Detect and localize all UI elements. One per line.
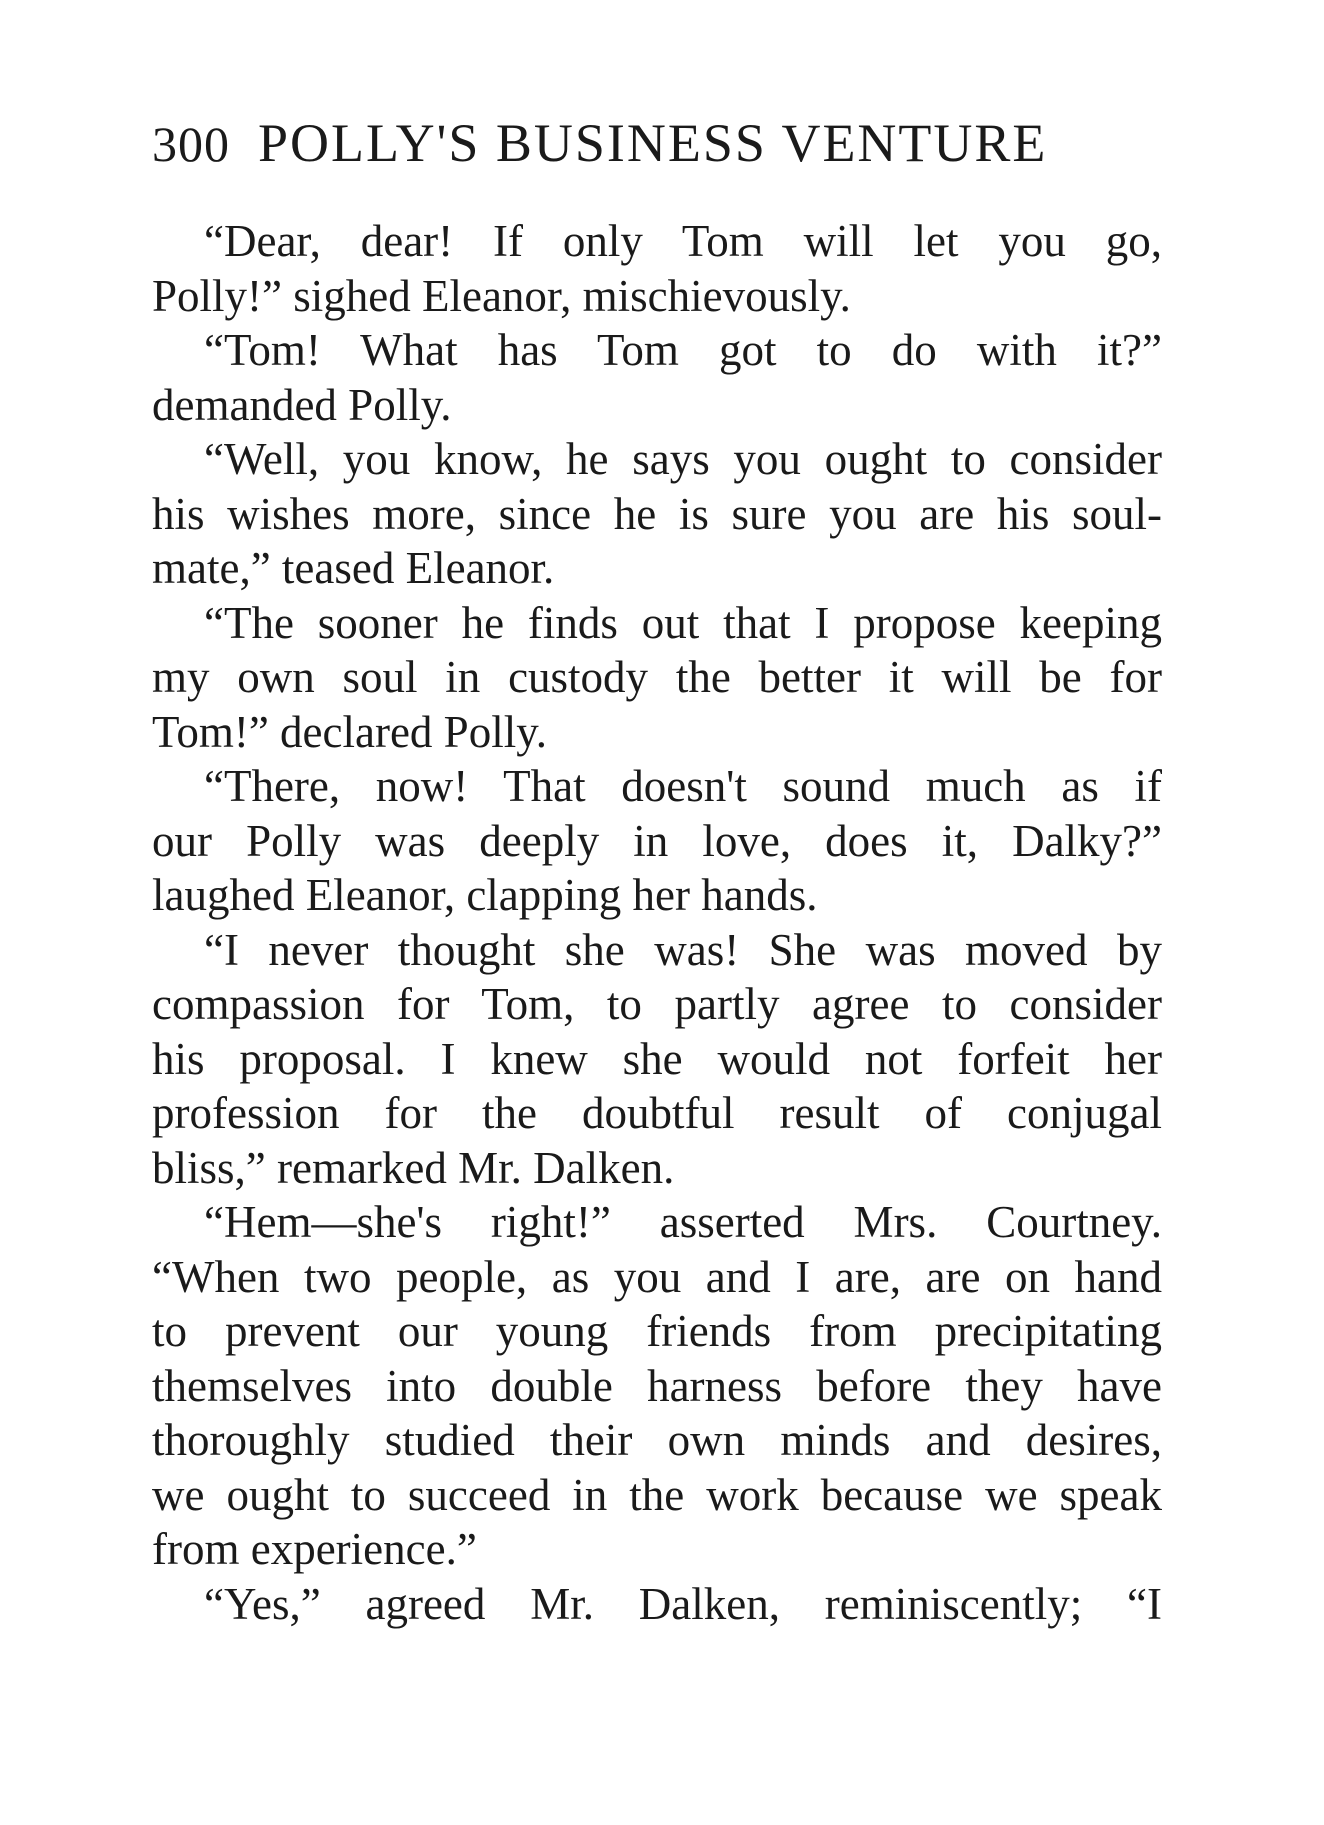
text-line: we ought to succeed in the work because we speak [152, 1469, 1162, 1520]
text-line: his wishes more, since he is sure you are his soul- [152, 488, 1162, 539]
page-number: 300 [152, 116, 230, 172]
text-line: thoroughly studied their own minds and desires, [152, 1415, 1162, 1465]
text-line: “I never thought she was! She was moved by [204, 924, 1162, 975]
text-line: “There, now! That doesn't sound much as if [204, 761, 1162, 811]
book-title: POLLY'S BUSINESS VENTURE [258, 113, 1048, 173]
text-line: “Yes,” agreed Mr. Dalken, reminiscently; “I [204, 1578, 1162, 1629]
text-line: “Well, you know, he says you ought to consider [204, 434, 1162, 484]
text-line: “Tom! What has Tom got to do with it?” [204, 325, 1162, 375]
text-line: profession for the doubtful result of conjugal [152, 1088, 1162, 1138]
text-line: mate,” teased Eleanor. [152, 543, 555, 593]
text-line: to prevent our young friends from precipitating [152, 1306, 1162, 1356]
running-head [152, 112, 1172, 182]
text-line: “Dear, dear! If only Tom will let you go, [204, 216, 1162, 266]
text-line: “The sooner he finds out that I propose keeping [204, 597, 1162, 648]
text-line: compassion for Tom, to partly agree to consider [152, 979, 1162, 1029]
text-line: demanded Polly. [152, 379, 452, 430]
text-line: “When two people, as you and I are, are on hand [152, 1251, 1162, 1302]
text-line: my own soul in custody the better it will be for [152, 652, 1162, 702]
text-line: from experience.” [152, 1524, 477, 1574]
body-text [152, 214, 1162, 1631]
text-line: bliss,” remarked Mr. Dalken. [152, 1142, 675, 1193]
text-line: themselves into double harness before they have [152, 1360, 1162, 1411]
text-line: Tom!” declared Polly. [152, 706, 548, 757]
text-line: laughed Eleanor, clapping her hands. [152, 870, 818, 920]
text-line: Polly!” sighed Eleanor, mischievously. [152, 270, 851, 321]
text-line: his proposal. I knew she would not forfeit her [152, 1033, 1162, 1084]
text-line: our Polly was deeply in love, does it, Dalky?” [152, 815, 1162, 866]
text-line: “Hem—she's right!” asserted Mrs. Courtney. [204, 1197, 1162, 1247]
